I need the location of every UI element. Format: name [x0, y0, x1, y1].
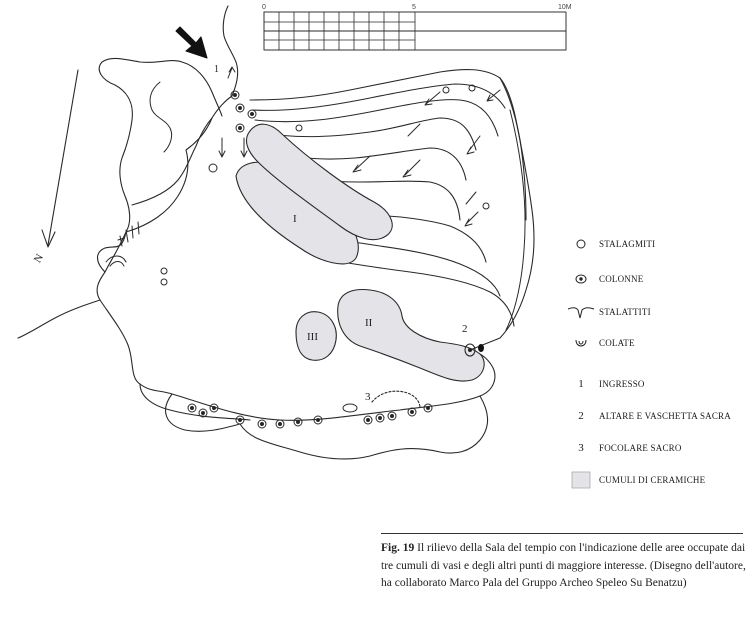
entrance-flowstones — [106, 222, 139, 266]
legend-row-flowstone — [563, 331, 635, 355]
legend-row-heaps — [563, 468, 705, 492]
legend-label: CUMULI DI CERAMICHE — [599, 475, 706, 485]
scale-tick-5: 5 — [412, 4, 416, 11]
stalactite-icon — [566, 304, 596, 320]
scale-tick-10: 10M — [558, 4, 572, 11]
column-icon — [573, 272, 589, 286]
legend-label: STALATTITI — [599, 307, 651, 317]
heap-II — [338, 290, 484, 382]
entrance-number: 1 — [214, 64, 219, 75]
legend-row-entrance — [563, 372, 645, 396]
scale-bar — [264, 12, 566, 50]
hearth-number: 3 — [365, 391, 371, 403]
legend-label: COLATE — [599, 338, 635, 348]
figure-caption — [381, 540, 747, 593]
heap-III-label: III — [307, 331, 318, 343]
legend-row-stalactites — [563, 300, 651, 324]
legend-label: STALAGMITI — [599, 239, 656, 249]
legend-row-hearth — [563, 436, 682, 460]
north-label: N — [31, 252, 47, 265]
legend-number: 2 — [578, 410, 584, 422]
column-markers — [188, 91, 432, 428]
entrance-arrow-icon — [176, 27, 207, 58]
heap-I-label: I — [293, 213, 297, 225]
scale-tick-0: 0 — [262, 4, 266, 11]
heap-II-label: II — [365, 317, 373, 329]
legend-number: 1 — [578, 378, 584, 390]
legend-label: INGRESSO — [599, 379, 645, 389]
legend-label: FOCOLARE SACRO — [599, 443, 682, 453]
caption-text: Il rilievo della Sala del tempio con l'indicazione delle aree occupate dai tre cumuli di vasi e degli altri punti di maggiore interesse. (Disegno dell'autore, ha collaborato Marco Pala del Gruppo Archeo Speleo Su Benatzu) — [381, 542, 746, 589]
legend-number: 3 — [578, 442, 584, 454]
legend-label: ALTARE E VASCHETTA SACRA — [599, 411, 731, 421]
figure-number: Fig. 19 — [381, 542, 415, 554]
legend-label: COLONNE — [599, 274, 644, 284]
grey-box-icon — [571, 471, 591, 489]
caption-rule — [381, 533, 743, 534]
legend-row-stalagmites — [563, 232, 655, 256]
flowstone-icon — [573, 336, 589, 350]
stalagmite-icon — [574, 237, 588, 251]
altar-number: 2 — [462, 323, 468, 335]
legend-row-altar — [563, 404, 731, 428]
hearth-arc — [372, 391, 420, 408]
legend-row-columns — [563, 267, 643, 291]
north-arrow-icon — [42, 70, 78, 247]
